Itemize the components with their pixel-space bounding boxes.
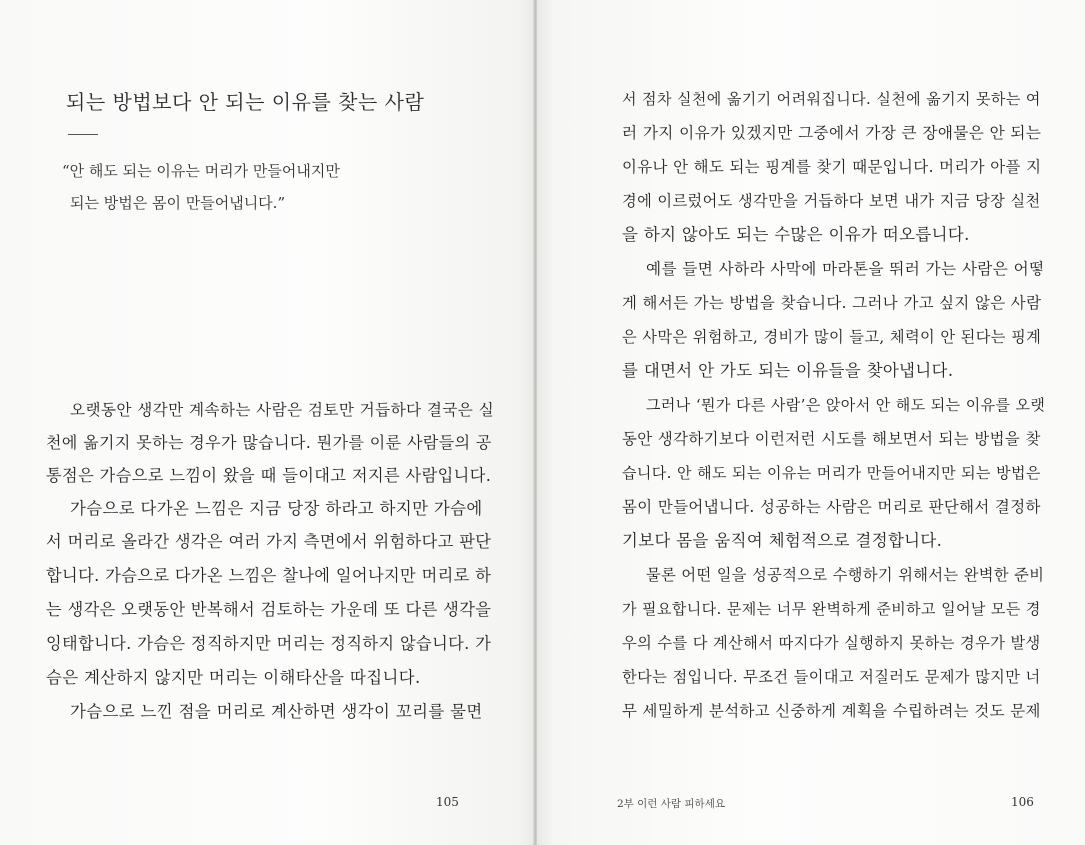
body-line: 기보다 몸을 움직여 체험적으로 결정합니다. [622,531,943,550]
body-line: 가슴으로 다가온 느낌은 지금 당장 하라고 하지만 가슴에 [70,499,483,518]
page-number-left: 105 [436,795,459,809]
chapter-title: 되는 방법보다 안 되는 이유를 찾는 사람 [66,90,425,114]
epigraph-line-2: 되는 방법은 몸이 만들어냅니다.” [70,194,286,212]
body-line: 무 세밀하게 분석하고 신중하게 계획을 수립하려는 것도 문제 [622,702,1041,720]
body-line: 물론 어떤 일을 성공적으로 수행하기 위해서는 완벽한 준비 [646,566,1045,584]
body-line: 가슴으로 느낀 점을 머리로 계산하면 생각이 꼬리를 물면 [70,702,483,721]
body-line: 서 점차 실천에 옮기기 어려워집니다. 실천에 옮기지 못하는 여 [622,90,1041,108]
body-line: 한다는 점입니다. 무조건 들이대고 저질러도 문제가 많지만 너 [622,668,1041,686]
body-line: 잉태합니다. 가슴은 정직하지만 머리는 정직하지 않습니다. 가 [46,634,492,653]
title-rule [68,134,98,135]
body-line: 몸이 만들어냅니다. 성공하는 사람은 머리로 판단해서 결정하 [622,498,1041,516]
body-line: 예를 들면 사하라 사막에 마라톤을 뛰러 가는 사람은 어떻 [646,260,1045,278]
body-line: 가 필요합니다. 문제는 너무 완벽하게 준비하고 일어날 모든 경 [622,600,1041,618]
running-head: 2부 이런 사람 피하세요 [617,798,725,810]
body-line: 는 생각은 오랫동안 반복해서 검토하는 가운데 또 다른 생각을 [46,600,492,619]
body-line: 을 하지 않아도 되는 수많은 이유가 떠오릅니다. [622,225,970,244]
body-line: 습니다. 안 해도 되는 이유는 머리가 만들어내지만 되는 방법은 [622,464,1041,482]
body-line: 은 사막은 위험하고, 경비가 많이 들고, 체력이 안 된다는 핑계 [622,328,1042,346]
body-line: 를 대면서 안 가도 되는 이유들을 찾아냅니다. [622,361,954,380]
right-page [537,0,1085,845]
page-number-right: 106 [1011,795,1034,809]
body-line: 통점은 가슴으로 느낌이 왔을 때 들이대고 저지른 사람입니다. [46,466,492,485]
left-page [0,0,535,845]
body-line: 천에 옮기지 못하는 경우가 많습니다. 뭔가를 이룬 사람들의 공 [46,433,492,452]
body-line: 오랫동안 생각만 계속하는 사람은 검토만 거듭하다 결국은 실 [70,401,495,419]
body-line: 서 머리로 올라간 생각은 여러 가지 측면에서 위험하다고 판단 [46,532,492,551]
epigraph-line-1: “안 해도 되는 이유는 머리가 만들어내지만 [62,162,340,180]
body-line: 그러나 ‘뭔가 다른 사람’은 앉아서 안 해도 되는 이유를 오랫 [646,396,1046,414]
body-line: 경에 이르렀어도 생각만을 거듭하다 보면 내가 지금 당장 실천 [622,192,1041,210]
body-line: 합니다. 가슴으로 다가온 느낌은 찰나에 일어나지만 머리로 하 [46,566,492,585]
body-line: 슴은 계산하지 않지만 머리는 이해타산을 따집니다. [46,668,421,687]
body-line: 동안 생각하기보다 이런저런 시도를 해보면서 되는 방법을 찾 [622,430,1041,448]
body-line: 우의 수를 다 계산해서 따지다가 실행하지 못하는 경우가 발생 [622,634,1041,652]
body-line: 게 해서든 가는 방법을 찾습니다. 그러나 가고 싶지 않은 사람 [622,294,1042,312]
body-line: 이유나 안 해도 되는 핑계를 찾기 때문입니다. 머리가 아플 지 [622,158,1042,176]
body-line: 러 가지 이유가 있겠지만 그중에서 가장 큰 장애물은 안 되는 [622,124,1042,142]
